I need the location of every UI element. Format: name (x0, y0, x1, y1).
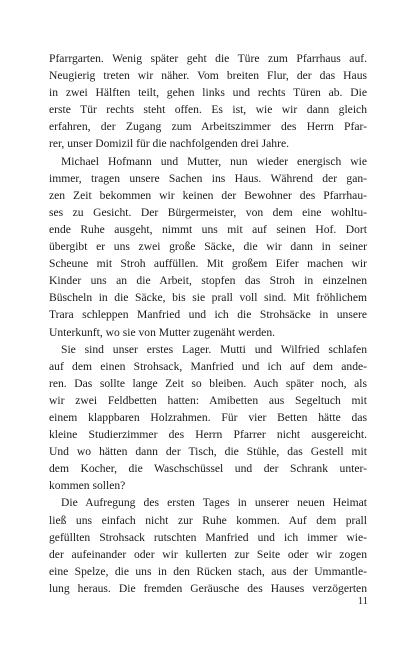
text-line: dem Kocher, die Waschschüssel und der Schrank unter- (49, 462, 367, 476)
text-line: Kinder uns an die Arbeit, stopfen das Stroh in einzelnen (49, 274, 367, 288)
text-line: Pfarrgarten. Wenig später geht die Türe zum Pfarrhaus auf. (49, 52, 367, 65)
text-line: ließ uns einfach nicht zur Ruhe kommen. Auf dem prall (49, 513, 367, 527)
text-line: ses zu Gesicht. Der Bürgermeister, von dem eine wohltu- (49, 205, 367, 219)
text-line: Sie sind unser erstes Lager. Mutti und Wilfried schlafen (61, 342, 367, 356)
paragraph (49, 494, 367, 597)
text-line: Büscheln in die Säcke, bis sie prall voll sind. Mit fröhlichem (49, 291, 367, 305)
body-text (49, 50, 367, 597)
text-line: in zwei Hälften teilt, gehen links und rechts Türen ab. Die (49, 86, 367, 100)
text-line: erfahren, der Zugang zum Arbeitszimmer des Herrn Pfar- (49, 120, 367, 134)
text-line: der aufeinander oder wir kullerten zur Seite oder wir zogen (49, 547, 367, 561)
text-line: ren. Das sollte lange Zeit so bleiben. Auch später noch, als (49, 376, 367, 390)
text-line: ende Ruhe ausgeht, nimmt uns mit auf seinen Hof. Dort (49, 222, 367, 236)
text-line: immer, tragen unsere Sachen ins Haus. Während der gan- (49, 171, 367, 185)
text-line: einem klappbaren Holzrahmen. Für vier Betten hätte das (49, 410, 367, 424)
paragraph (49, 50, 367, 153)
text-line: rer, unser Domizil für die nachfolgenden drei Jahre. (49, 137, 290, 151)
text-line: Unterkunft, wo sie von Mutter zugenäht werden. (49, 325, 276, 339)
text-line: Scheune mit Stroh auffüllen. Mit großem Eifer machen wir (49, 257, 367, 271)
paragraph (49, 153, 367, 341)
text-line: Die Aufregung des ersten Tages in unserer neuen Heimat (61, 496, 367, 510)
paragraph (49, 341, 367, 495)
text-line: Neugierig treten wir näher. Vom breiten Flur, der das Haus (49, 69, 367, 83)
text-line: eine Spelze, die uns in den Rücken stach, aus der Ummantle- (49, 564, 367, 578)
text-line: gefüllten Strohsack rutschten Manfried und ich immer wie- (49, 530, 367, 544)
text-line: Und wo hätten dann der Tisch, die Stühle, das Gestell mit (49, 445, 367, 459)
text-line: Michael Hofmann und Mutter, nun wieder energisch wie (61, 154, 367, 168)
text-line: erste Tür rechts steht offen. Es ist, wie wir dann gleich (49, 103, 367, 117)
text-line: zen Zeit bekommen wir keinen der Bewohner des Pfarrhau- (49, 188, 367, 202)
text-line: auf dem einen Strohsack, Manfried und ich auf dem ande- (49, 359, 367, 373)
text-line: wir zwei Feldbetten hatten: Amibetten aus Segeltuch mit (49, 393, 367, 407)
text-line: kommen sollen? (49, 479, 126, 493)
text-line: Trara schleppen Manfried und ich die Strohsäcke in unsere (49, 308, 367, 322)
text-line: übergibt er uns zwei große Säcke, die wir dann in seiner (49, 240, 367, 254)
page-number: 11 (357, 596, 368, 607)
text-line: lung heraus. Die fremden Geräusche des Hauses verzögerten (49, 581, 367, 595)
text-line: kleine Studierzimmer des Herrn Pfarrer nicht ausgereicht. (49, 428, 367, 442)
